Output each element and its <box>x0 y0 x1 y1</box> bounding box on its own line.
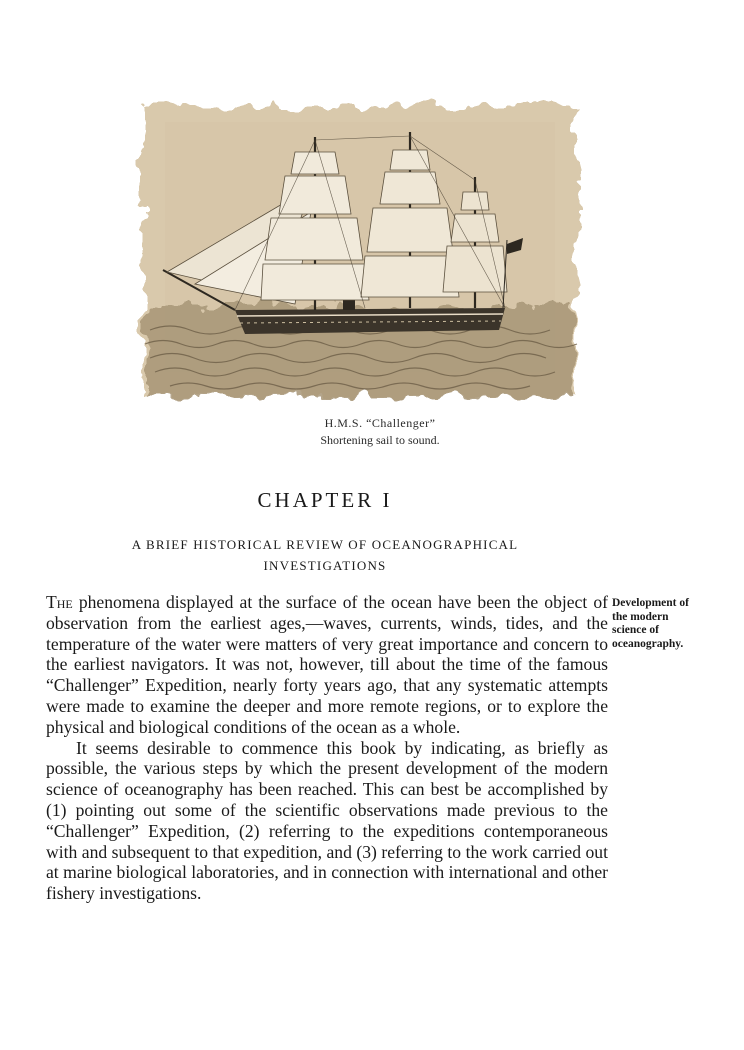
paragraph-2: It seems desirable to commence this book by indicating, as briefly as possible, the various steps by which the present development of the modern science of oceanography has been reached. This can best be accomplished by (1) pointing out some of the scientific observations made previous to the “Challenger” Expedition, (2) referring to the expeditions contemporaneous with and subsequent to that expedition, and (3) referring to the work carried out at marine biological laboratories, and in connection with international and other fishery investigations. <box>46 737 608 904</box>
chapter-body <box>46 592 608 904</box>
chapter-subtitle: A BRIEF HISTORICAL REVIEW OF OCEANOGRAPHICAL INVESTIGATIONS <box>131 537 519 573</box>
chapter-heading: CHAPTER I <box>257 488 393 512</box>
plate-caption-subtitle: Shortening sail to sound. <box>320 433 440 447</box>
ship-illustration <box>125 92 595 412</box>
opening-word: The <box>46 592 73 612</box>
sailing-ship-icon <box>125 92 595 412</box>
margin-note: Development of the modern science of oceanography. <box>612 597 689 650</box>
plate-caption-title: H.M.S. “Challenger” <box>324 416 436 430</box>
paragraph-1-text: phenomena displayed at the surface of the ocean have been the object of observation from the earliest ages,—waves, currents, winds, tides, and the temperature of the water were matters of very great importance and concern to the earliest navigators. It was not, however, till about the time of the famous “Challenger” Expedition, nearly forty years ago, that any systematic attempts were made to examine the deeper and more remote regions, or to explore the physical and biological conditions of the ocean as a whole. <box>46 592 608 737</box>
paragraph-1 <box>46 592 608 738</box>
